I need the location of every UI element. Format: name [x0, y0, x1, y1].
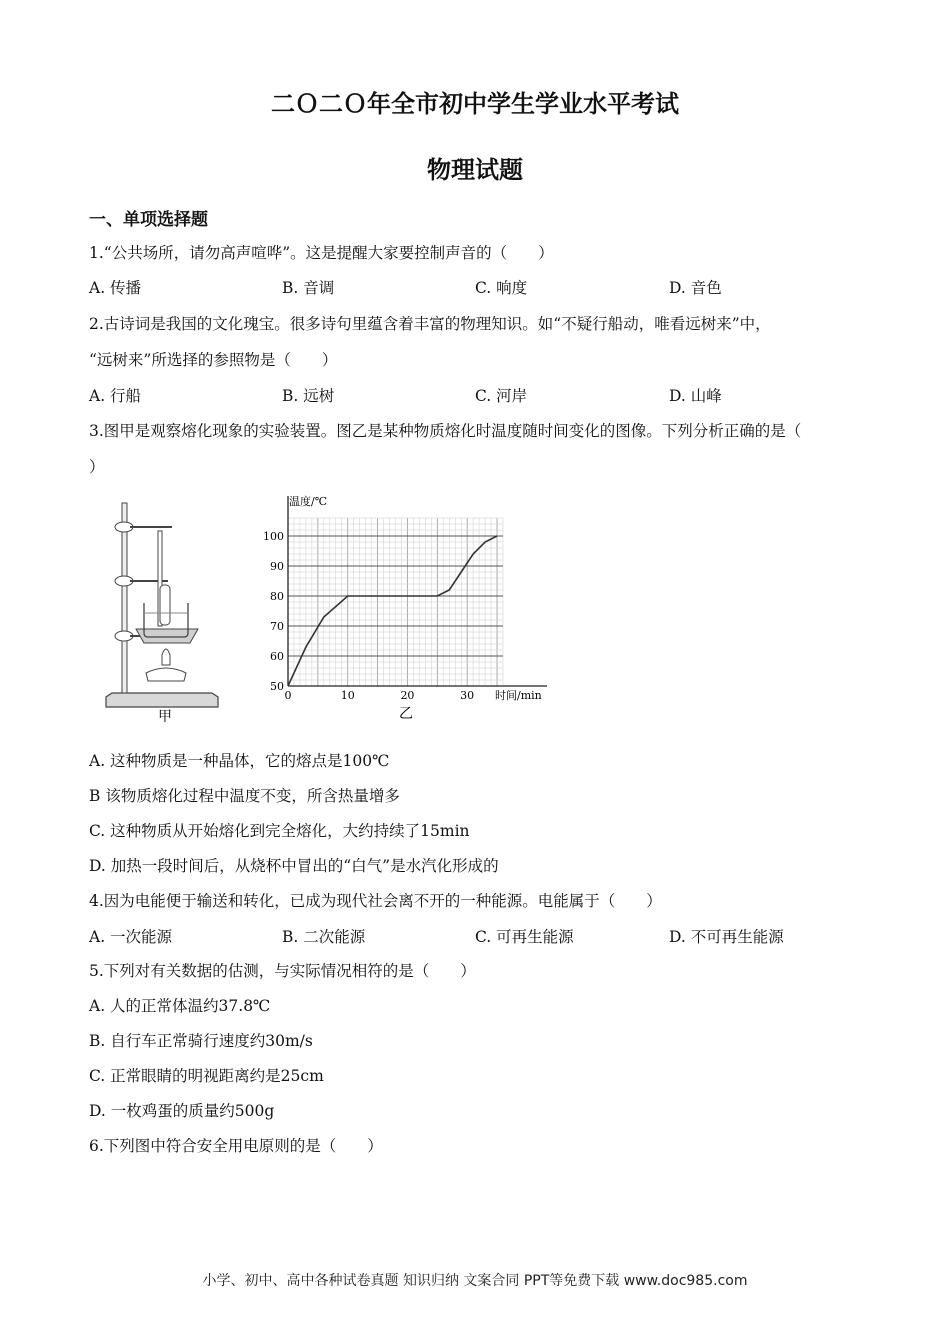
- figure-b-label: 乙: [399, 706, 413, 722]
- q5-option-d: D. 一枚鸡蛋的质量约500g: [89, 1102, 275, 1120]
- temperature-curve: [288, 536, 497, 686]
- x-tick-label: 10: [340, 689, 355, 702]
- q3-stem-line1: 3.图甲是观察熔化现象的实验装置。图乙是某种物质熔化时温度随时间变化的图像。下列分析正确的是（: [89, 422, 802, 440]
- q4-option-d: D. 不可再生能源: [669, 928, 784, 946]
- y-tick-label: 70: [270, 620, 284, 633]
- q2-option-a: A. 行船: [89, 387, 142, 405]
- q2-stem-line1: 2.古诗词是我国的文化瑰宝。很多诗句里蕴含着丰富的物理知识。如“不疑行船动，唯看远树来”中，: [89, 315, 771, 333]
- q1-option-b: B. 音调: [282, 279, 335, 297]
- x-axis-label: 时间/min: [495, 689, 542, 702]
- q3-option-b: B 该物质熔化过程中温度不变，所含热量增多: [89, 787, 400, 805]
- q3-stem-line2: ）: [89, 458, 105, 476]
- q1-option-d: D. 音色: [669, 279, 722, 297]
- apparatus-figure: [100, 495, 225, 725]
- q3-option-d: D. 加热一段时间后，从烧杯中冒出的“白气”是水汽化形成的: [89, 857, 499, 875]
- q4-option-c: C. 可再生能源: [475, 928, 574, 946]
- q5-option-a: A. 人的正常体温约37.8℃: [89, 997, 271, 1015]
- exam-subtitle: 物理试题: [427, 155, 523, 184]
- y-axis-label: 温度/℃: [289, 495, 328, 508]
- y-tick-label: 100: [263, 530, 284, 543]
- exam-title: 二Ｏ二Ｏ年全市初中学生学业水平考试: [271, 89, 679, 118]
- q4-stem: 4.因为电能便于输送和转化，已成为现代社会离不开的一种能源。电能属于（ ）: [89, 892, 662, 910]
- q6-stem: 6.下列图中符合安全用电原则的是（ ）: [89, 1137, 383, 1155]
- q4-option-b: B. 二次能源: [282, 928, 366, 946]
- section-heading: 一、单项选择题: [89, 210, 208, 230]
- q2-option-b: B. 远树: [282, 387, 335, 405]
- q3-option-c: C. 这种物质从开始熔化到完全熔化，大约持续了15min: [89, 822, 470, 840]
- temperature-time-chart: [255, 488, 555, 728]
- x-tick-label: 30: [460, 689, 475, 702]
- q2-option-c: C. 河岸: [475, 387, 528, 405]
- q5-option-c: C. 正常眼睛的明视距离约是25cm: [89, 1067, 324, 1085]
- y-tick-label: 60: [270, 650, 284, 663]
- q5-stem: 5.下列对有关数据的估测，与实际情况相符的是（ ）: [89, 962, 476, 980]
- x-tick-label: 20: [400, 689, 415, 702]
- figure-a-label: 甲: [158, 709, 172, 725]
- x-tick-label: 0: [284, 689, 292, 702]
- q3-option-a: A. 这种物质是一种晶体，它的熔点是100℃: [89, 752, 390, 770]
- q5-option-b: B. 自行车正常骑行速度约30m/s: [89, 1032, 313, 1050]
- page-footer: 小学、初中、高中各种试卷真题 知识归纳 文案合同 PPT等免费下载 www.doc985.com: [202, 1273, 748, 1289]
- q1-option-c: C. 响度: [475, 279, 528, 297]
- y-tick-label: 90: [270, 560, 284, 573]
- q1-option-a: A. 传播: [89, 279, 142, 297]
- q2-option-d: D. 山峰: [669, 387, 722, 405]
- y-tick-label: 80: [270, 590, 284, 603]
- y-tick-label: 50: [270, 680, 284, 693]
- q1-stem: 1.“公共场所，请勿高声喧哗”。这是提醒大家要控制声音的（ ）: [89, 244, 554, 262]
- q2-stem-line2: “远树来”所选择的参照物是（ ）: [89, 351, 338, 369]
- q4-option-a: A. 一次能源: [89, 928, 173, 946]
